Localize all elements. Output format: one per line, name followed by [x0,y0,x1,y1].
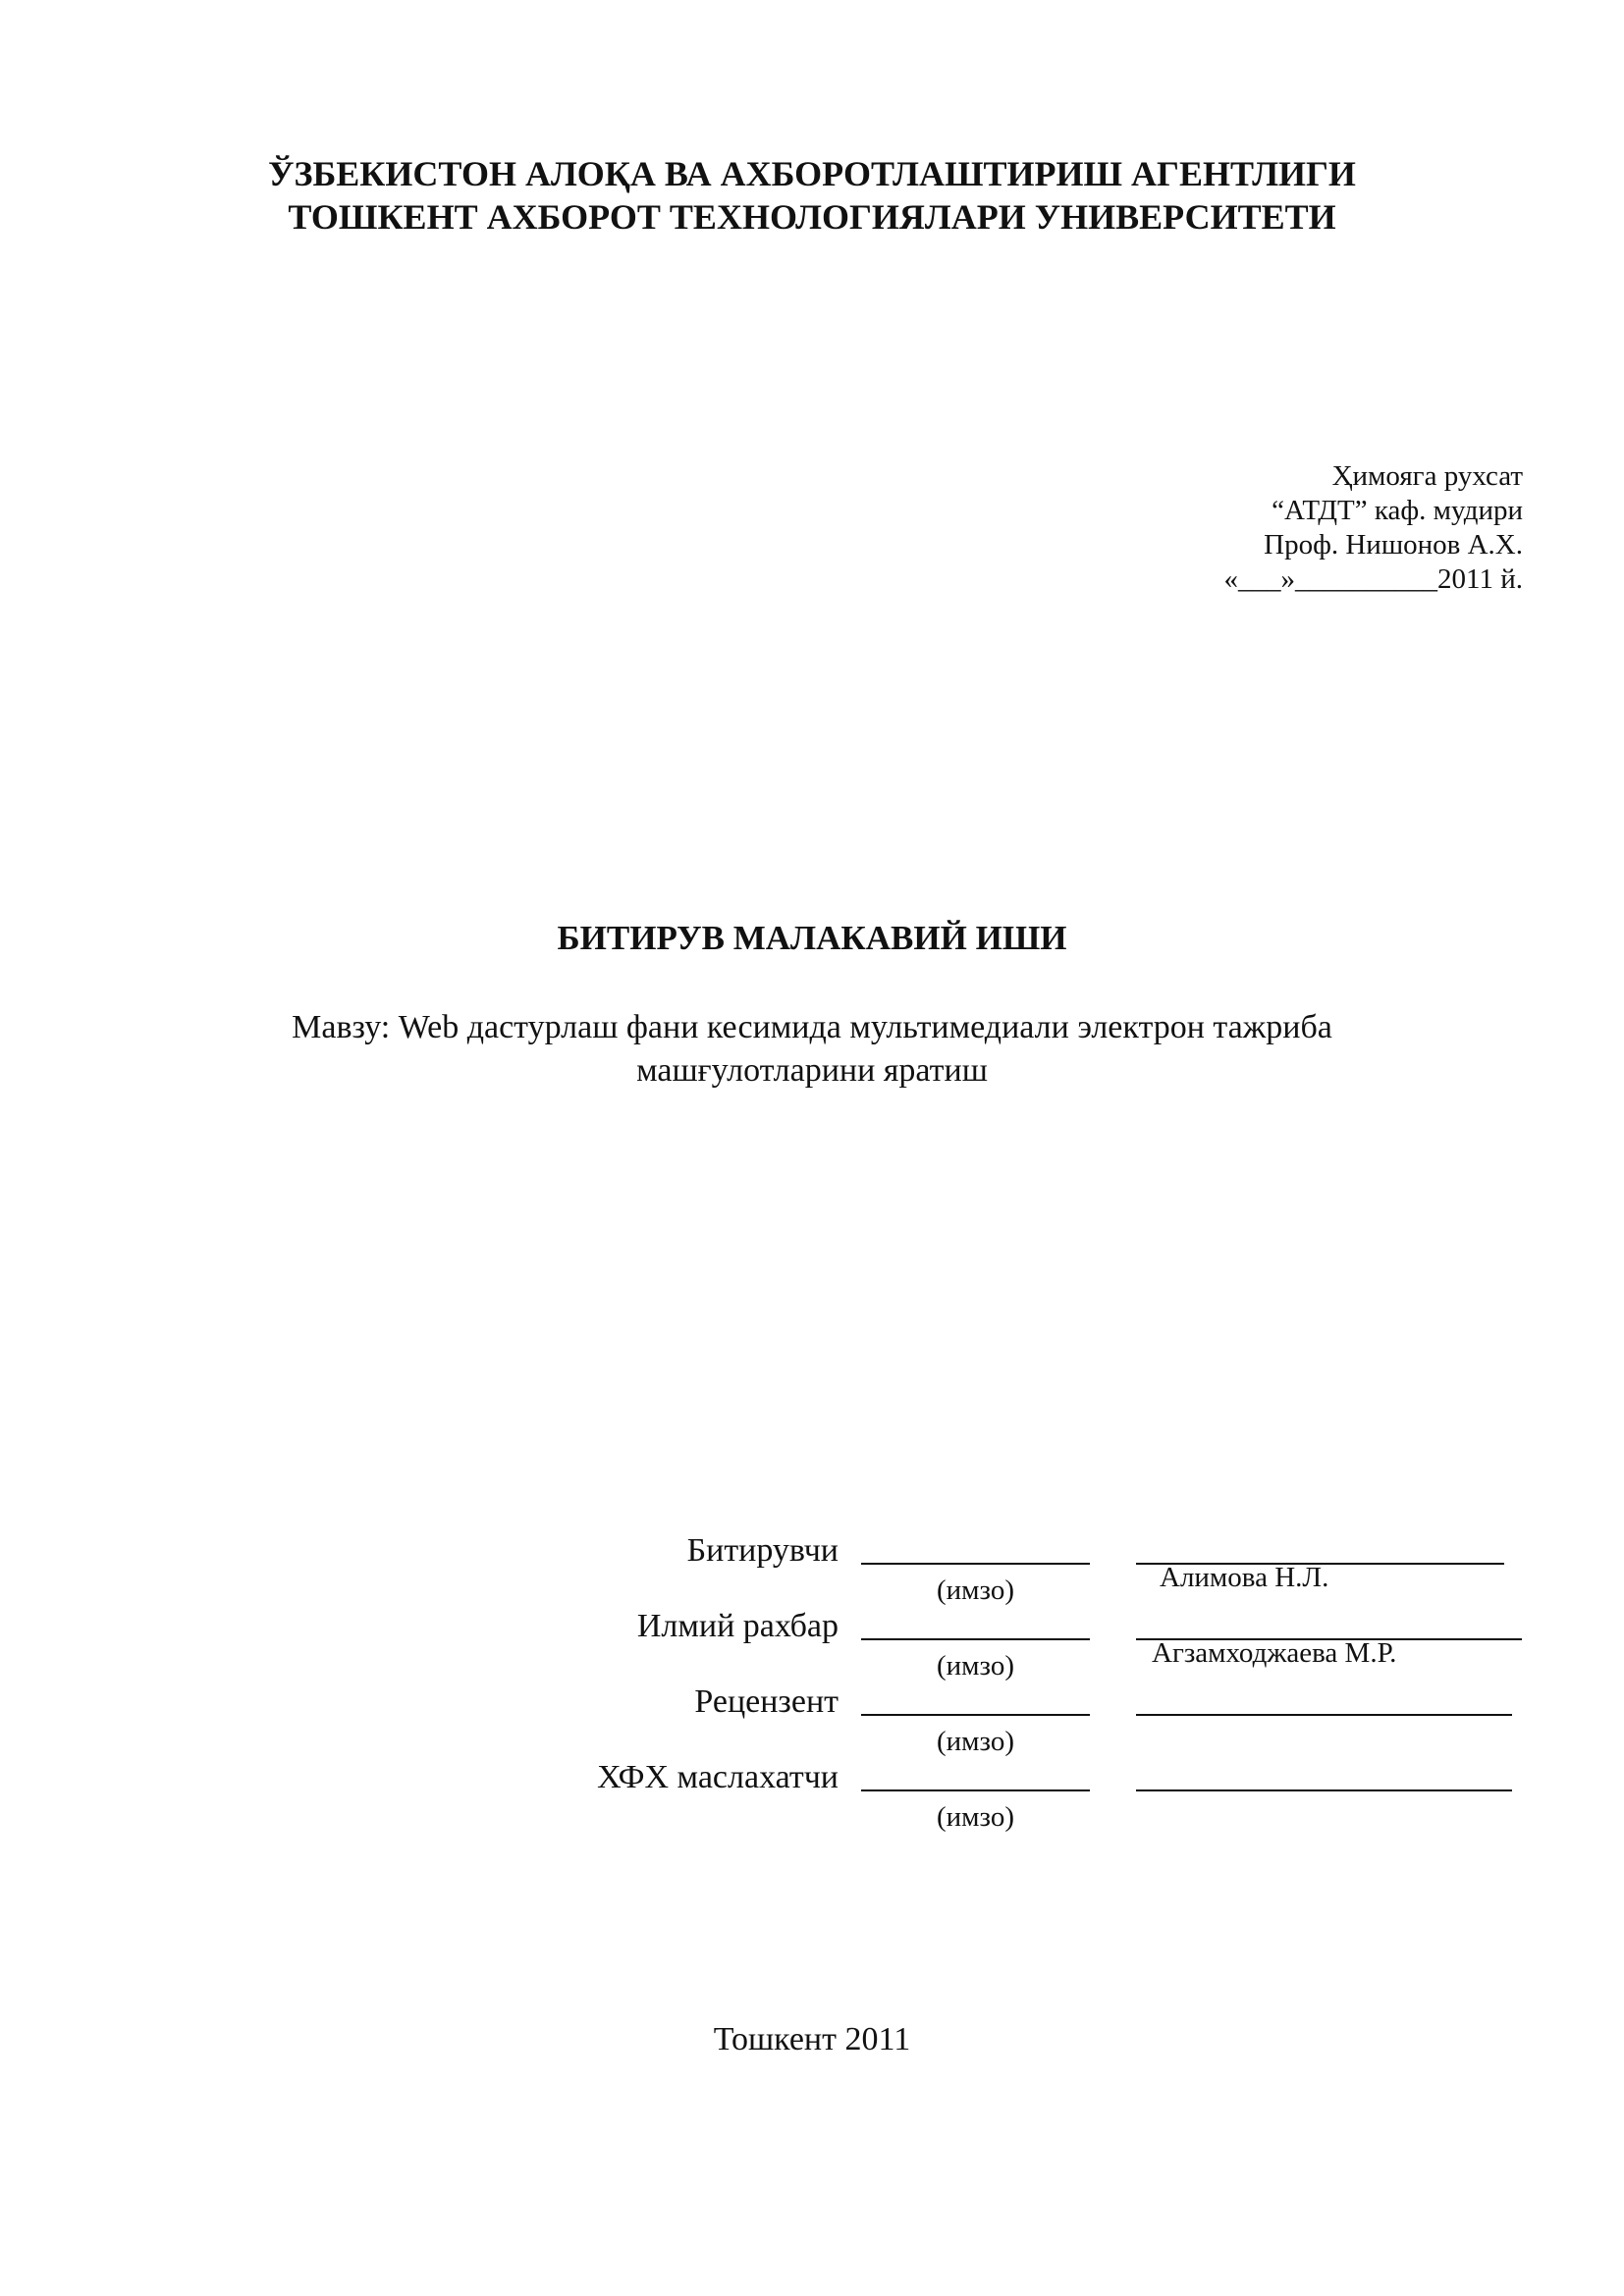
signature-hint: (имзо) [937,1801,1014,1833]
name-line [1136,1562,1504,1593]
document-title: БИТИРУВ МАЛАКАВИЙ ИШИ [557,919,1067,957]
approval-department-head: “АТДТ” каф. мудири [1272,495,1523,526]
signature-hint: (имзо) [937,1575,1014,1606]
approval-date: «___»__________2011 й. [1223,563,1523,595]
signature-line [861,1638,1090,1640]
approval-permission: Ҳимояга рухсат [1331,460,1523,492]
approval-block [1224,459,1523,597]
signature-name: Агзамходжаева М.Р. [1152,1637,1397,1669]
topic-line-2: машғулотларини яратиш [636,1052,988,1089]
topic-line-1: Мавзу: Web дастурлаш фани кесимида мультимедиали электрон тажриба [292,1009,1332,1045]
organization-header [0,152,1624,239]
signature-line [861,1563,1090,1565]
name-line [1136,1789,1512,1791]
signature-hint: (имзо) [937,1650,1014,1682]
signature-role: Битирувчи [686,1532,839,1569]
name-line [1136,1714,1512,1716]
signature-row-safety-consultant [0,1758,1624,1835]
signature-role: Рецензент [694,1683,839,1720]
signature-line [861,1714,1090,1716]
signature-line [861,1789,1090,1791]
signature-hint: (имзо) [937,1726,1014,1757]
agency-name: ЎЗБЕКИСТОН АЛОҚА ВА АХБОРОТЛАШТИРИШ АГЕНТЛИГИ [268,154,1356,193]
signature-name: Алимова Н.Л. [1160,1562,1329,1593]
signature-row-supervisor [0,1607,1624,1683]
signature-row-graduate [0,1531,1624,1608]
city-year: Тошкент 2011 [713,2021,911,2057]
signature-role: Илмий рахбар [636,1608,839,1644]
signature-role: ХФХ маслахатчи [597,1759,839,1795]
approval-professor: Проф. Нишонов А.Х. [1264,529,1523,561]
name-line [1136,1637,1522,1669]
signature-row-reviewer [0,1682,1624,1759]
document-topic [0,1006,1624,1093]
university-name: ТОШКЕНТ АХБОРОТ ТЕХНОЛОГИЯЛАРИ УНИВЕРСИТЕТИ [288,197,1336,237]
